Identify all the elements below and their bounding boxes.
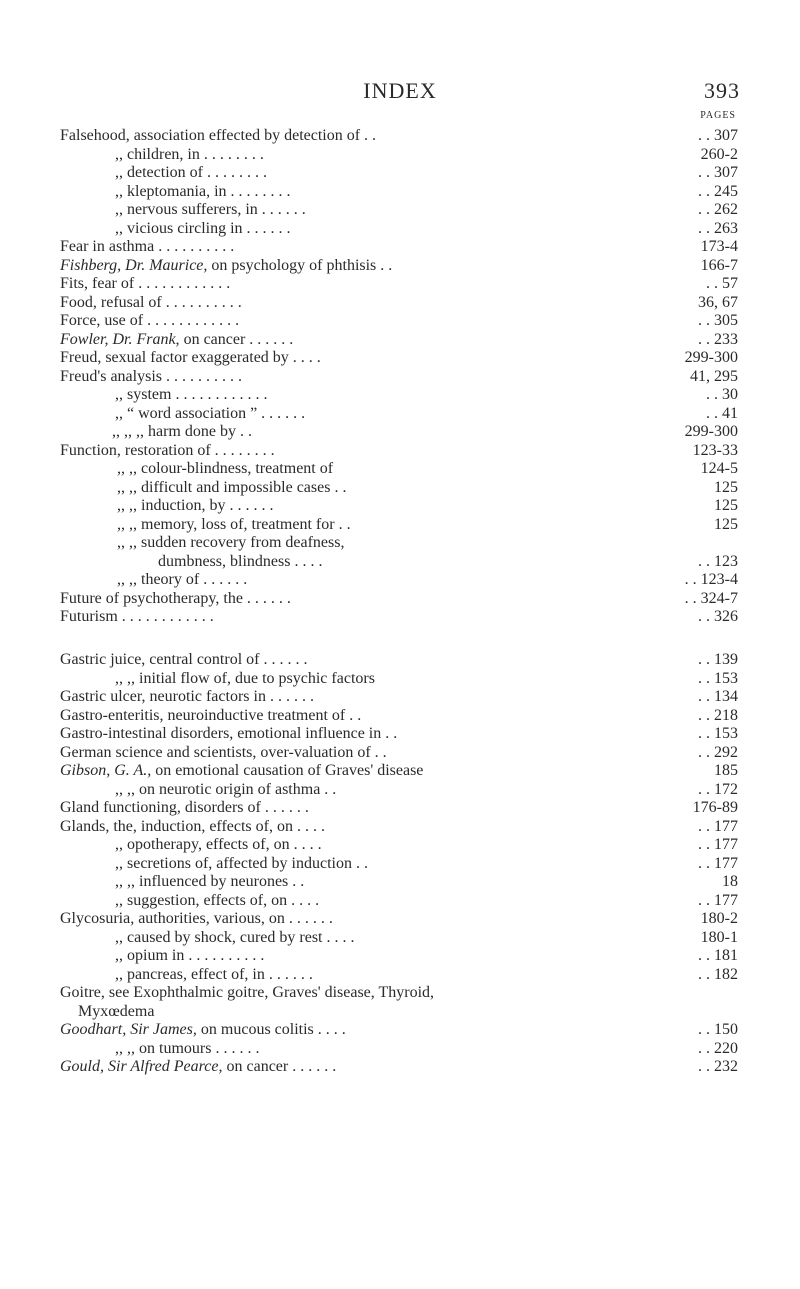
index-entry-text: ,, secretions of, affected by induction . . [115,854,368,872]
index-entry-text: dumbness, blindness . . . . [158,552,323,570]
index-entry [0,331,800,350]
index-entry [0,1040,800,1059]
index-entry-page: . . 233 [698,330,738,348]
index-entry-text: ,, opotherapy, effects of, on . . . . [115,836,322,853]
index-entry [0,1058,800,1077]
pages-column-label: PAGES [700,110,736,121]
index-entry-page: . . 292 [698,743,738,761]
index-section-g [0,651,800,1077]
index-entry-page: . . 150 [698,1021,738,1038]
index-entry-text: ,, opium in . . . . . . . . . . [115,947,265,964]
index-entry-page: 180-2 [700,910,738,927]
index-entry-page: 166-7 [700,256,738,274]
index-entry-text: ,, ,, colour-blindness, treatment of [117,460,334,477]
index-entry-text: Force, use of . . . . . . . . . . . . [60,312,240,329]
index-entry-page: . . 172 [698,780,738,798]
index-entry-page: 299-300 [684,423,738,440]
index-entry-page: 185 [714,762,738,779]
index-entry-text: Gastro-enteritis, neuroinductive treatment of . . [60,706,362,724]
index-entry-page: . . 307 [698,164,738,181]
index-entry-page: 180-1 [700,928,738,946]
index-entry-text: Fear in asthma . . . . . . . . . . [60,238,235,255]
index-entry-text: Fits, fear of . . . . . . . . . . . . [60,275,231,292]
page-number: 393 [704,78,740,103]
index-entry-text: ,, children, in . . . . . . . . [115,145,264,163]
index-entry [0,590,800,609]
index-entry [0,966,800,985]
index-entry [0,984,800,1003]
index-entry-page: 260-2 [700,145,738,163]
index-entry-page: . . 30 [706,386,738,403]
index-entry [0,762,800,781]
index-entry-page: . . 262 [698,201,738,218]
index-entry-page: . . 182 [698,965,738,983]
index-entry [0,1003,800,1022]
index-entry-page: . . 326 [698,608,738,625]
index-entry [0,651,800,670]
index-entry [0,947,800,966]
index-entry [0,386,800,405]
index-entry-page: . . 245 [698,182,738,200]
running-title: INDEX [363,78,437,103]
index-entry-text: Gould, Sir Alfred Pearce, on cancer . . . . . . [60,1058,337,1075]
index-entry-page: . . 177 [698,854,738,872]
index-entry-page: 36, 67 [698,293,738,311]
index-entry-page: . . 123-4 [684,571,738,588]
index-entry-page: . . 324-7 [684,589,738,607]
index-entry-page: . . 181 [698,947,738,964]
index-entry-page: . . 177 [698,817,738,835]
index-entry [0,146,800,165]
index-entry-text: ,, ,, theory of . . . . . . [117,571,248,588]
index-entry-page: . . 305 [698,312,738,329]
index-entry-text: ,, ,, on tumours . . . . . . [115,1039,260,1057]
index-entry [0,608,800,627]
index-entry-text: ,, detection of . . . . . . . . [115,164,267,181]
index-entry-page: 125 [714,478,738,496]
index-entry-page: . . 218 [698,706,738,724]
index-entry-page: 123-33 [692,441,738,459]
index-entry-text: ,, nervous sufferers, in . . . . . . [115,201,306,218]
index-entry-page: . . 134 [698,688,738,705]
index-entry-page: . . 263 [698,219,738,237]
index-entry-text: Futurism . . . . . . . . . . . . [60,608,214,625]
index-entry [0,892,800,911]
index-entry-text: ,, ,, induction, by . . . . . . [117,497,274,514]
index-entry-text: Freud, sexual factor exaggerated by . . . . [60,349,321,366]
index-entry [0,688,800,707]
index-entry-text: Goodhart, Sir James, on mucous colitis . . . . [60,1021,346,1038]
index-entry-text: Myxœdema [78,1002,155,1020]
index-entry-page: . . 177 [698,836,738,853]
index-entry [0,929,800,948]
index-entry [0,201,800,220]
index-entry [0,349,800,368]
index-entry-page: . . 220 [698,1039,738,1057]
index-entry [0,479,800,498]
index-entry-text: ,, suggestion, effects of, on . . . . [115,891,320,909]
index-entry-text: ,, ,, on neurotic origin of asthma . . [115,780,337,798]
index-entry-page: . . 307 [698,127,738,144]
index-entry-text: ,, ,, influenced by neurones . . [115,873,305,890]
index-entry-text: ,, pancreas, effect of, in . . . . . . [115,965,313,983]
index-entry [0,781,800,800]
index-entry-text: Glycosuria, authorities, various, on . . . . . . [60,910,333,927]
index-entry-text: ,, system . . . . . . . . . . . . [115,386,268,403]
index-entry-page: 176-89 [692,799,738,816]
index-entry-page: 125 [714,515,738,533]
index-entry-text: Fishberg, Dr. Maurice, on psychology of phthisis . . [60,256,393,274]
index-entry-page: . . 123 [698,552,738,570]
index-entry-text: Future of psychotherapy, the . . . . . . [60,589,291,607]
index-entry-page: 124-5 [700,460,738,477]
index-entry [0,744,800,763]
index-entry [0,534,800,553]
index-entry-page: 299-300 [684,349,738,366]
index-entry-text: ,, ,, memory, loss of, treatment for . . [117,515,351,533]
index-entry [0,836,800,855]
index-entry [0,670,800,689]
index-entry [0,368,800,387]
index-entry-text: Gastro-intestinal disorders, emotional influence in . . [60,725,398,742]
index-entry [0,497,800,516]
index-section-f [0,127,800,627]
index-entry-page: . . 41 [706,404,738,422]
index-entry [0,516,800,535]
index-entry-text: ,, ,, ,, harm done by . . [112,423,252,440]
index-entry-page: 173-4 [700,238,738,255]
index-entry [0,553,800,572]
index-entry-text: ,, ,, initial flow of, due to psychic factors [115,669,375,687]
index-entry-text: ,, kleptomania, in . . . . . . . . [115,182,291,200]
index-entry-text: Glands, the, induction, effects of, on . . . . [60,817,325,835]
index-entry [0,725,800,744]
index-entry [0,818,800,837]
index-entry [0,257,800,276]
index-entry-text: ,, ,, sudden recovery from deafness, [117,534,345,551]
index-entry-text: ,, caused by shock, cured by rest . . . . [115,928,355,946]
index-entry [0,855,800,874]
index-entry-text: Function, restoration of . . . . . . . . [60,441,275,459]
index-entry [0,910,800,929]
index-entry-text: Gibson, G. A., on emotional causation of Graves' disease [60,762,424,779]
index-entry [0,312,800,331]
index-entry-page: 125 [714,497,738,514]
index-entry [0,164,800,183]
index-entry [0,1021,800,1040]
index-entry [0,442,800,461]
index-entry [0,220,800,239]
index-entry-page: . . 153 [698,725,738,742]
index-entry-page: . . 232 [698,1058,738,1075]
index-entry [0,571,800,590]
index-entry-text: ,, vicious circling in . . . . . . [115,219,291,237]
index-entry [0,294,800,313]
index-entry-text: Goitre, see Exophthalmic goitre, Graves' disease, Thyroid, [60,984,435,1001]
index-entry-text: Freud's analysis . . . . . . . . . . [60,367,242,385]
index-entry [0,183,800,202]
index-entry [0,238,800,257]
index-entry [0,873,800,892]
index-entry [0,707,800,726]
index-entry-page: . . 177 [698,891,738,909]
index-entry [0,127,800,146]
index-entry-page: . . 153 [698,669,738,687]
index-entry [0,405,800,424]
index-entry-text: ,, “ word association ” . . . . . . [115,404,306,422]
index-entry-text: Gastric juice, central control of . . . . . . [60,651,308,668]
index-entry [0,460,800,479]
index-entry-text: German science and scientists, over-valuation of . . [60,743,387,761]
index-entry-text: Food, refusal of . . . . . . . . . . [60,293,242,311]
index-entry [0,275,800,294]
index-entry-text: ,, ,, difficult and impossible cases . . [117,478,347,496]
index-entry [0,423,800,442]
index-entry-page: . . 139 [698,651,738,668]
index-entry-text: Falsehood, association effected by detection of . . [60,127,377,144]
index-entry-page: 41, 295 [690,367,738,385]
index-entry-page: . . 57 [706,275,738,292]
index-entry-page: 18 [722,873,738,890]
index-entry-text: Gland functioning, disorders of . . . . . . [60,799,309,816]
index-entry [0,799,800,818]
index-entry-text: Gastric ulcer, neurotic factors in . . . . . . [60,688,314,705]
index-entry-text: Fowler, Dr. Frank, on cancer . . . . . . [60,330,294,348]
